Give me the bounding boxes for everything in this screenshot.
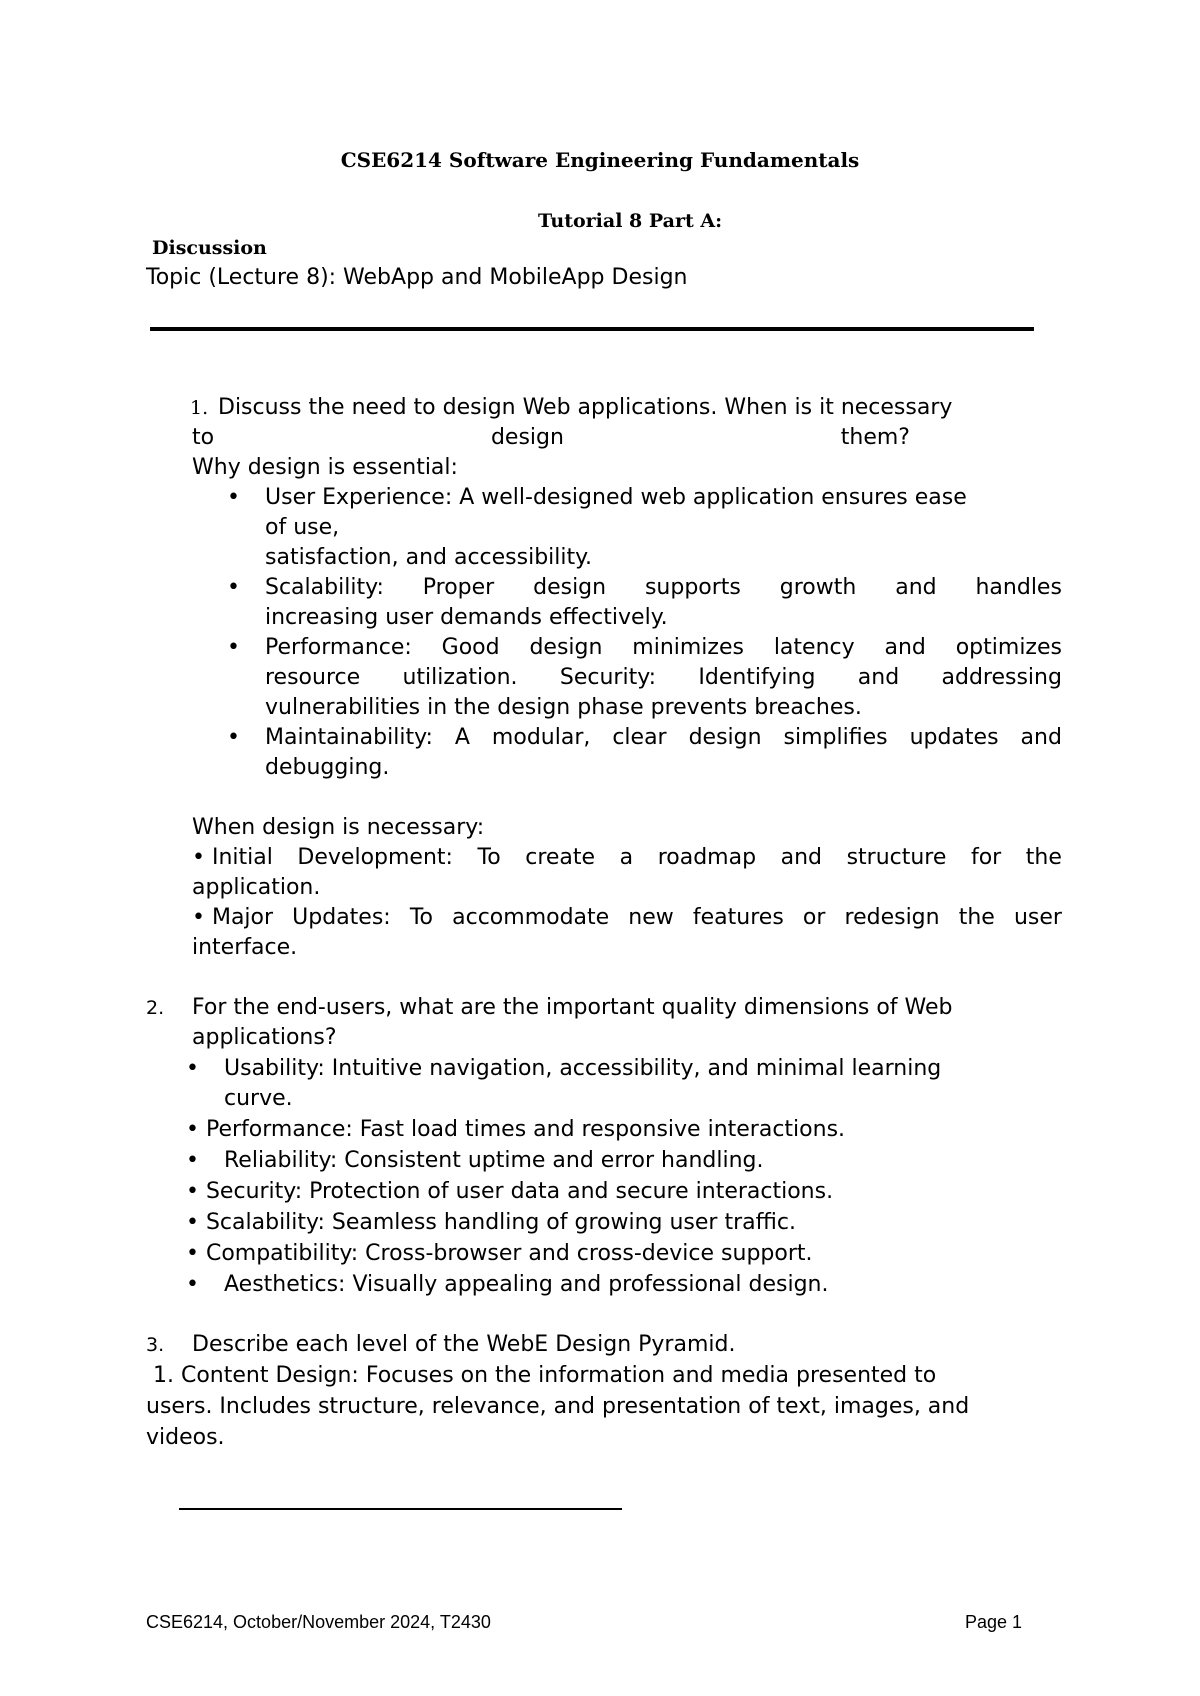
word: roadmap <box>657 845 757 870</box>
b3-line1 <box>265 633 1062 663</box>
course-title: CSE6214 Software Engineering Fundamentals <box>340 148 860 172</box>
q2-scalability: • Scalability: Seamless handling of growing user traffic. <box>186 1210 796 1235</box>
word: create <box>525 845 596 870</box>
word: to <box>192 425 215 450</box>
topic-heading: Topic (Lecture 8): WebApp and MobileApp Design <box>146 265 688 290</box>
when-heading: When design is necessary: <box>192 815 485 840</box>
q1-question-line2-words <box>192 423 1062 453</box>
word: user <box>1013 905 1062 930</box>
q1-question-line2 <box>192 423 1062 453</box>
justified-word-row <box>192 843 1062 873</box>
word: and <box>857 665 900 690</box>
word: and <box>780 845 822 870</box>
b2-line1 <box>265 573 1062 603</box>
word: design <box>688 725 762 750</box>
word: design <box>490 425 564 450</box>
word: new <box>628 905 674 930</box>
q2-performance: • Performance: Fast load times and responsive interactions. <box>186 1117 846 1142</box>
word: optimizes <box>955 635 1062 660</box>
word: Performance: <box>265 635 412 660</box>
word: growth <box>779 575 857 600</box>
word: the <box>1025 845 1062 870</box>
b1-line2: of use, <box>265 515 340 540</box>
bullet-icon: • <box>227 575 240 600</box>
word: or <box>802 905 826 930</box>
bullet-icon: • <box>186 1272 199 1297</box>
b3-line2 <box>265 663 1062 693</box>
q2-usability-line2: curve. <box>224 1086 293 1111</box>
word: design <box>529 635 603 660</box>
q2-question-line2: applications? <box>192 1025 337 1050</box>
justified-word-row <box>265 573 1062 603</box>
word: design <box>533 575 607 600</box>
b4-line1 <box>265 723 1062 753</box>
word: utilization. <box>402 665 518 690</box>
word: features <box>692 905 784 930</box>
word: handles <box>975 575 1062 600</box>
w1-line1 <box>192 843 1062 873</box>
b4-line2: debugging. <box>265 755 390 780</box>
bullet-icon: • <box>186 1056 199 1081</box>
justified-word-row <box>265 723 1062 753</box>
b2-line2: increasing user demands effectively. <box>265 605 668 630</box>
justified-word-row <box>265 633 1062 663</box>
word: the <box>958 905 995 930</box>
word: Identifying <box>698 665 816 690</box>
bullet-icon: • <box>227 635 240 660</box>
q3-content-line3: videos. <box>146 1425 225 1450</box>
q3-question: Describe each level of the WebE Design Pyramid. <box>192 1332 736 1357</box>
q1-number: 1. <box>190 397 209 419</box>
word: for <box>970 845 1002 870</box>
word: updates <box>909 725 999 750</box>
word: simplifies <box>783 725 888 750</box>
footnote-divider <box>179 1508 622 1510</box>
q3-content-line1: 1. Content Design: Focuses on the information and media presented to <box>146 1363 937 1388</box>
word: modular, <box>491 725 591 750</box>
word: and <box>1020 725 1062 750</box>
word: • Initial <box>192 845 273 870</box>
footer-course-info: CSE6214, October/November 2024, T2430 <box>146 1612 491 1632</box>
w1-line2: application. <box>192 875 321 900</box>
q2-compatibility: • Compatibility: Cross-browser and cross-device support. <box>186 1241 813 1266</box>
bullet-icon: • <box>186 1148 199 1173</box>
word: Maintainability: <box>265 725 433 750</box>
word: Proper <box>422 575 495 600</box>
w2-line1 <box>192 903 1062 933</box>
b1-line1: User Experience: A well-designed web application ensures ease <box>265 485 967 510</box>
b1-line3: satisfaction, and accessibility. <box>265 545 593 570</box>
word: To <box>477 845 501 870</box>
word: addressing <box>941 665 1062 690</box>
b3-line3: vulnerabilities in the design phase prevents breaches. <box>265 695 862 720</box>
word: structure <box>846 845 947 870</box>
q2-reliability: Reliability: Consistent uptime and error handling. <box>224 1148 764 1173</box>
q2-aesthetics: Aesthetics: Visually appealing and professional design. <box>224 1272 829 1297</box>
word: A <box>454 725 470 750</box>
q3-number: 3. <box>146 1334 165 1356</box>
word: supports <box>644 575 741 600</box>
word: clear <box>612 725 667 750</box>
word: accommodate <box>452 905 610 930</box>
word: Development: <box>297 845 453 870</box>
q2-number: 2. <box>146 997 165 1019</box>
q2-question-line1: For the end-users, what are the important quality dimensions of Web <box>192 995 953 1020</box>
why-heading: Why design is essential: <box>192 455 458 480</box>
word: Scalability: <box>265 575 384 600</box>
header-divider <box>150 327 1034 331</box>
q1-question-line1: Discuss the need to design Web applications. When is it necessary <box>218 395 953 420</box>
word: Security: <box>559 665 657 690</box>
w2-line2: interface. <box>192 935 298 960</box>
q3-content-line2: users. Includes structure, relevance, and presentation of text, images, and <box>146 1394 970 1419</box>
word: and <box>895 575 937 600</box>
word: a <box>619 845 634 870</box>
discussion-label: Discussion <box>152 237 267 259</box>
word: and <box>884 635 926 660</box>
word: resource <box>265 665 361 690</box>
word: Updates: <box>292 905 391 930</box>
word: Good <box>441 635 500 660</box>
justified-word-row <box>265 663 1062 693</box>
tutorial-label: Tutorial 8 Part A: <box>538 210 723 232</box>
word: • Major <box>192 905 274 930</box>
q2-usability-line1: Usability: Intuitive navigation, accessibility, and minimal learning <box>224 1056 942 1081</box>
word: To <box>409 905 434 930</box>
word: redesign <box>844 905 940 930</box>
footer-page-number: Page 1 <box>965 1612 1023 1632</box>
q2-security: • Security: Protection of user data and secure interactions. <box>186 1179 834 1204</box>
bullet-icon: • <box>227 485 240 510</box>
word: minimizes <box>632 635 744 660</box>
justified-word-row <box>192 903 1062 933</box>
bullet-icon: • <box>227 725 240 750</box>
word: latency <box>773 635 855 660</box>
word: them? <box>840 425 910 450</box>
